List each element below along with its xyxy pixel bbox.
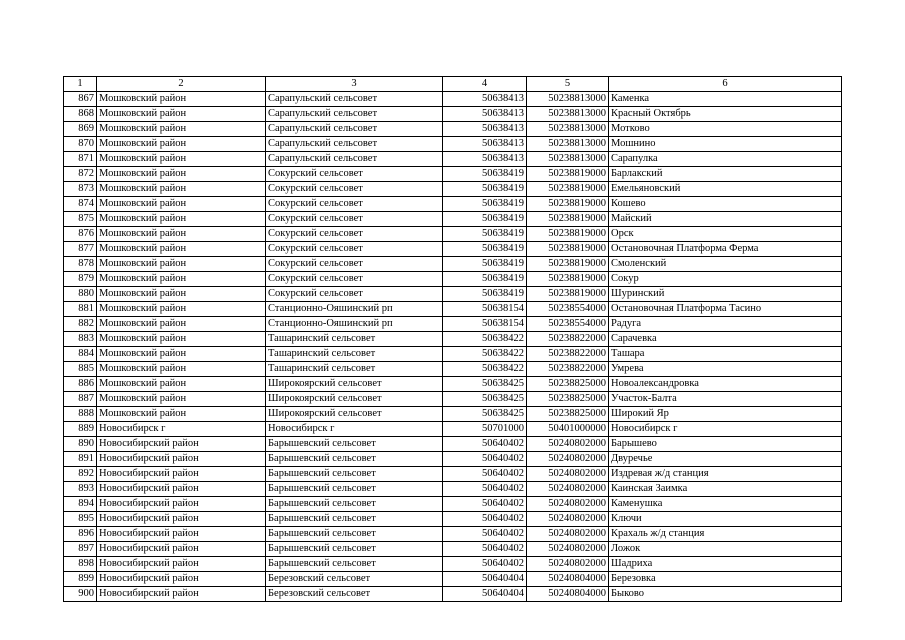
settlement-cell: Каменушка (609, 497, 842, 512)
settlement-cell: Крахаль ж/д станция (609, 527, 842, 542)
table-row (64, 557, 842, 572)
municipality-cell: Широкоярский сельсовет (266, 407, 443, 422)
municipality-cell: Березовский сельсовет (266, 572, 443, 587)
settlement-cell: Остановочная Платформа Тасино (609, 302, 842, 317)
okato-cell: 50238819000 (527, 272, 609, 287)
row-number: 868 (64, 107, 97, 122)
row-number: 867 (64, 92, 97, 107)
district-cell: Мошковский район (97, 122, 266, 137)
municipality-cell: Сокурский сельсовет (266, 197, 443, 212)
district-cell: Новосибирский район (97, 467, 266, 482)
row-number: 893 (64, 482, 97, 497)
oktmo-cell: 50640402 (443, 512, 527, 527)
row-number: 895 (64, 512, 97, 527)
district-cell: Мошковский район (97, 107, 266, 122)
district-cell: Мошковский район (97, 392, 266, 407)
table-row (64, 362, 842, 377)
municipality-cell: Барышевский сельсовет (266, 437, 443, 452)
district-cell: Новосибирский район (97, 512, 266, 527)
municipality-cell: Березовский сельсовет (266, 587, 443, 602)
oktmo-cell: 50701000 (443, 422, 527, 437)
okato-cell: 50240804000 (527, 572, 609, 587)
table-row (64, 107, 842, 122)
district-cell: Новосибирский район (97, 482, 266, 497)
settlement-cell: Широкий Яр (609, 407, 842, 422)
okato-cell: 50238825000 (527, 392, 609, 407)
settlement-cell: Мошнино (609, 137, 842, 152)
district-cell: Мошковский район (97, 407, 266, 422)
row-number: 878 (64, 257, 97, 272)
oktmo-cell: 50640404 (443, 572, 527, 587)
settlement-cell: Быково (609, 587, 842, 602)
row-number: 877 (64, 242, 97, 257)
district-cell: Мошковский район (97, 152, 266, 167)
okato-cell: 50238813000 (527, 92, 609, 107)
table-row (64, 122, 842, 137)
oktmo-cell: 50638419 (443, 287, 527, 302)
table-row (64, 332, 842, 347)
municipality-cell: Барышевский сельсовет (266, 557, 443, 572)
okato-cell: 50238813000 (527, 122, 609, 137)
okato-cell: 50238819000 (527, 197, 609, 212)
row-number: 894 (64, 497, 97, 512)
oktmo-cell: 50638425 (443, 377, 527, 392)
table-row (64, 137, 842, 152)
oktmo-cell: 50640402 (443, 527, 527, 542)
row-number: 896 (64, 527, 97, 542)
settlement-cell: Кошево (609, 197, 842, 212)
table-row (64, 407, 842, 422)
row-number: 888 (64, 407, 97, 422)
table-row (64, 197, 842, 212)
row-number: 897 (64, 542, 97, 557)
okato-cell: 50240802000 (527, 452, 609, 467)
oktmo-cell: 50638419 (443, 242, 527, 257)
table-row (64, 572, 842, 587)
okato-cell: 50238554000 (527, 302, 609, 317)
settlement-cell: Ташара (609, 347, 842, 362)
oktmo-cell: 50638413 (443, 152, 527, 167)
table-row (64, 347, 842, 362)
settlement-cell: Емельяновский (609, 182, 842, 197)
district-cell: Мошковский район (97, 197, 266, 212)
table-row (64, 467, 842, 482)
okato-cell: 50238825000 (527, 377, 609, 392)
oktmo-cell: 50640402 (443, 542, 527, 557)
settlement-cell: Сокур (609, 272, 842, 287)
district-cell: Мошковский район (97, 362, 266, 377)
district-cell: Мошковский район (97, 212, 266, 227)
municipality-cell: Барышевский сельсовет (266, 467, 443, 482)
district-cell: Мошковский район (97, 182, 266, 197)
district-cell: Новосибирский район (97, 527, 266, 542)
okato-cell: 50240802000 (527, 512, 609, 527)
oktmo-cell: 50640402 (443, 482, 527, 497)
table-row (64, 392, 842, 407)
district-cell: Новосибирск г (97, 422, 266, 437)
oktmo-cell: 50638422 (443, 362, 527, 377)
settlement-cell: Двуречье (609, 452, 842, 467)
municipality-cell: Барышевский сельсовет (266, 452, 443, 467)
oktmo-cell: 50638413 (443, 107, 527, 122)
row-number: 884 (64, 347, 97, 362)
table-row (64, 152, 842, 167)
settlement-cell: Барышево (609, 437, 842, 452)
district-cell: Новосибирский район (97, 542, 266, 557)
row-number: 898 (64, 557, 97, 572)
district-cell: Мошковский район (97, 167, 266, 182)
okato-cell: 50238813000 (527, 107, 609, 122)
oktmo-cell: 50638413 (443, 92, 527, 107)
oktmo-cell: 50638419 (443, 272, 527, 287)
okato-cell: 50240802000 (527, 497, 609, 512)
okato-cell: 50240802000 (527, 542, 609, 557)
table-row (64, 227, 842, 242)
oktmo-cell: 50638425 (443, 392, 527, 407)
municipality-cell: Станционно-Ояшинский рп (266, 317, 443, 332)
settlement-cell: Каменка (609, 92, 842, 107)
table-row (64, 437, 842, 452)
row-number: 889 (64, 422, 97, 437)
settlements-table (63, 76, 842, 602)
oktmo-cell: 50640402 (443, 437, 527, 452)
okato-cell: 50240802000 (527, 437, 609, 452)
district-cell: Новосибирский район (97, 437, 266, 452)
okato-cell: 50401000000 (527, 422, 609, 437)
okato-cell: 50240802000 (527, 527, 609, 542)
row-number: 890 (64, 437, 97, 452)
col-header-5: 5 (527, 77, 609, 92)
settlement-cell: Участок-Балта (609, 392, 842, 407)
table-row (64, 497, 842, 512)
table-body (64, 77, 842, 602)
oktmo-cell: 50638419 (443, 167, 527, 182)
district-cell: Новосибирский район (97, 572, 266, 587)
header-row (64, 77, 842, 92)
table-row (64, 422, 842, 437)
row-number: 891 (64, 452, 97, 467)
municipality-cell: Сокурский сельсовет (266, 227, 443, 242)
table-row (64, 452, 842, 467)
col-header-3: 3 (266, 77, 443, 92)
municipality-cell: Сокурский сельсовет (266, 257, 443, 272)
municipality-cell: Ташаринский сельсовет (266, 332, 443, 347)
municipality-cell: Сарапульский сельсовет (266, 122, 443, 137)
settlement-cell: Остановочная Платформа Ферма (609, 242, 842, 257)
municipality-cell: Широкоярский сельсовет (266, 377, 443, 392)
okato-cell: 50240804000 (527, 587, 609, 602)
table-row (64, 302, 842, 317)
settlement-cell: Новоалександровка (609, 377, 842, 392)
okato-cell: 50238813000 (527, 137, 609, 152)
oktmo-cell: 50640402 (443, 467, 527, 482)
settlement-cell: Сарачевка (609, 332, 842, 347)
oktmo-cell: 50638413 (443, 122, 527, 137)
settlement-cell: Умрева (609, 362, 842, 377)
oktmo-cell: 50638419 (443, 257, 527, 272)
table-row (64, 287, 842, 302)
municipality-cell: Сокурский сельсовет (266, 287, 443, 302)
col-header-6: 6 (609, 77, 842, 92)
row-number: 881 (64, 302, 97, 317)
row-number: 883 (64, 332, 97, 347)
oktmo-cell: 50638154 (443, 302, 527, 317)
okato-cell: 50238819000 (527, 227, 609, 242)
row-number: 869 (64, 122, 97, 137)
oktmo-cell: 50638419 (443, 227, 527, 242)
settlement-cell: Сарапулка (609, 152, 842, 167)
municipality-cell: Сокурский сельсовет (266, 182, 443, 197)
row-number: 879 (64, 272, 97, 287)
row-number: 887 (64, 392, 97, 407)
okato-cell: 50238819000 (527, 287, 609, 302)
oktmo-cell: 50638419 (443, 212, 527, 227)
table-row (64, 242, 842, 257)
district-cell: Новосибирский район (97, 452, 266, 467)
row-number: 886 (64, 377, 97, 392)
table-row (64, 482, 842, 497)
municipality-cell: Барышевский сельсовет (266, 512, 443, 527)
table-row (64, 317, 842, 332)
table-row (64, 377, 842, 392)
district-cell: Новосибирский район (97, 557, 266, 572)
settlement-cell: Смоленский (609, 257, 842, 272)
settlement-cell: Ложок (609, 542, 842, 557)
okato-cell: 50238819000 (527, 182, 609, 197)
oktmo-cell: 50638419 (443, 197, 527, 212)
oktmo-cell: 50640404 (443, 587, 527, 602)
settlement-cell: Каинская Заимка (609, 482, 842, 497)
row-number: 876 (64, 227, 97, 242)
municipality-cell: Станционно-Ояшинский рп (266, 302, 443, 317)
row-number: 880 (64, 287, 97, 302)
settlement-cell: Новосибирск г (609, 422, 842, 437)
okato-cell: 50238819000 (527, 167, 609, 182)
municipality-cell: Барышевский сельсовет (266, 497, 443, 512)
settlement-cell: Березовка (609, 572, 842, 587)
oktmo-cell: 50638422 (443, 347, 527, 362)
municipality-cell: Барышевский сельсовет (266, 542, 443, 557)
district-cell: Новосибирский район (97, 587, 266, 602)
oktmo-cell: 50638413 (443, 137, 527, 152)
okato-cell: 50240802000 (527, 467, 609, 482)
municipality-cell: Сарапульский сельсовет (266, 152, 443, 167)
municipality-cell: Сарапульский сельсовет (266, 92, 443, 107)
table-row (64, 92, 842, 107)
table-row (64, 167, 842, 182)
municipality-cell: Сокурский сельсовет (266, 212, 443, 227)
settlement-cell: Барлакский (609, 167, 842, 182)
row-number: 873 (64, 182, 97, 197)
okato-cell: 50238554000 (527, 317, 609, 332)
municipality-cell: Сокурский сельсовет (266, 272, 443, 287)
municipality-cell: Барышевский сельсовет (266, 482, 443, 497)
municipality-cell: Сарапульский сельсовет (266, 107, 443, 122)
oktmo-cell: 50638419 (443, 182, 527, 197)
table-row (64, 587, 842, 602)
municipality-cell: Сокурский сельсовет (266, 242, 443, 257)
okato-cell: 50238819000 (527, 242, 609, 257)
settlement-cell: Ключи (609, 512, 842, 527)
row-number: 872 (64, 167, 97, 182)
col-header-1: 1 (64, 77, 97, 92)
okato-cell: 50238819000 (527, 212, 609, 227)
oktmo-cell: 50640402 (443, 557, 527, 572)
oktmo-cell: 50638425 (443, 407, 527, 422)
row-number: 875 (64, 212, 97, 227)
settlement-cell: Радуга (609, 317, 842, 332)
okato-cell: 50238822000 (527, 332, 609, 347)
oktmo-cell: 50640402 (443, 497, 527, 512)
okato-cell: 50238819000 (527, 257, 609, 272)
table-row (64, 512, 842, 527)
okato-cell: 50238822000 (527, 347, 609, 362)
table-row (64, 272, 842, 287)
okato-cell: 50240802000 (527, 557, 609, 572)
municipality-cell: Новосибирск г (266, 422, 443, 437)
row-number: 885 (64, 362, 97, 377)
row-number: 870 (64, 137, 97, 152)
col-header-2: 2 (97, 77, 266, 92)
okato-cell: 50238813000 (527, 152, 609, 167)
settlement-cell: Шадриха (609, 557, 842, 572)
row-number: 882 (64, 317, 97, 332)
district-cell: Новосибирский район (97, 497, 266, 512)
district-cell: Мошковский район (97, 332, 266, 347)
district-cell: Мошковский район (97, 287, 266, 302)
district-cell: Мошковский район (97, 302, 266, 317)
table-row (64, 212, 842, 227)
col-header-4: 4 (443, 77, 527, 92)
district-cell: Мошковский район (97, 242, 266, 257)
municipality-cell: Сарапульский сельсовет (266, 137, 443, 152)
settlement-cell: Орск (609, 227, 842, 242)
district-cell: Мошковский район (97, 272, 266, 287)
row-number: 899 (64, 572, 97, 587)
oktmo-cell: 50640402 (443, 452, 527, 467)
district-cell: Мошковский район (97, 317, 266, 332)
table-row (64, 527, 842, 542)
table-row (64, 542, 842, 557)
municipality-cell: Барышевский сельсовет (266, 527, 443, 542)
table-row (64, 257, 842, 272)
row-number: 874 (64, 197, 97, 212)
municipality-cell: Сокурский сельсовет (266, 167, 443, 182)
okato-cell: 50240802000 (527, 482, 609, 497)
municipality-cell: Широкоярский сельсовет (266, 392, 443, 407)
settlement-cell: Шуринский (609, 287, 842, 302)
row-number: 871 (64, 152, 97, 167)
district-cell: Мошковский район (97, 92, 266, 107)
municipality-cell: Ташаринский сельсовет (266, 347, 443, 362)
district-cell: Мошковский район (97, 377, 266, 392)
settlement-cell: Издревая ж/д станция (609, 467, 842, 482)
okato-cell: 50238822000 (527, 362, 609, 377)
table-row (64, 182, 842, 197)
settlement-cell: Майский (609, 212, 842, 227)
oktmo-cell: 50638422 (443, 332, 527, 347)
oktmo-cell: 50638154 (443, 317, 527, 332)
district-cell: Мошковский район (97, 227, 266, 242)
row-number: 900 (64, 587, 97, 602)
okato-cell: 50238825000 (527, 407, 609, 422)
row-number: 892 (64, 467, 97, 482)
district-cell: Мошковский район (97, 347, 266, 362)
district-cell: Мошковский район (97, 257, 266, 272)
settlement-cell: Красный Октябрь (609, 107, 842, 122)
municipality-cell: Ташаринский сельсовет (266, 362, 443, 377)
settlement-cell: Мотково (609, 122, 842, 137)
district-cell: Мошковский район (97, 137, 266, 152)
